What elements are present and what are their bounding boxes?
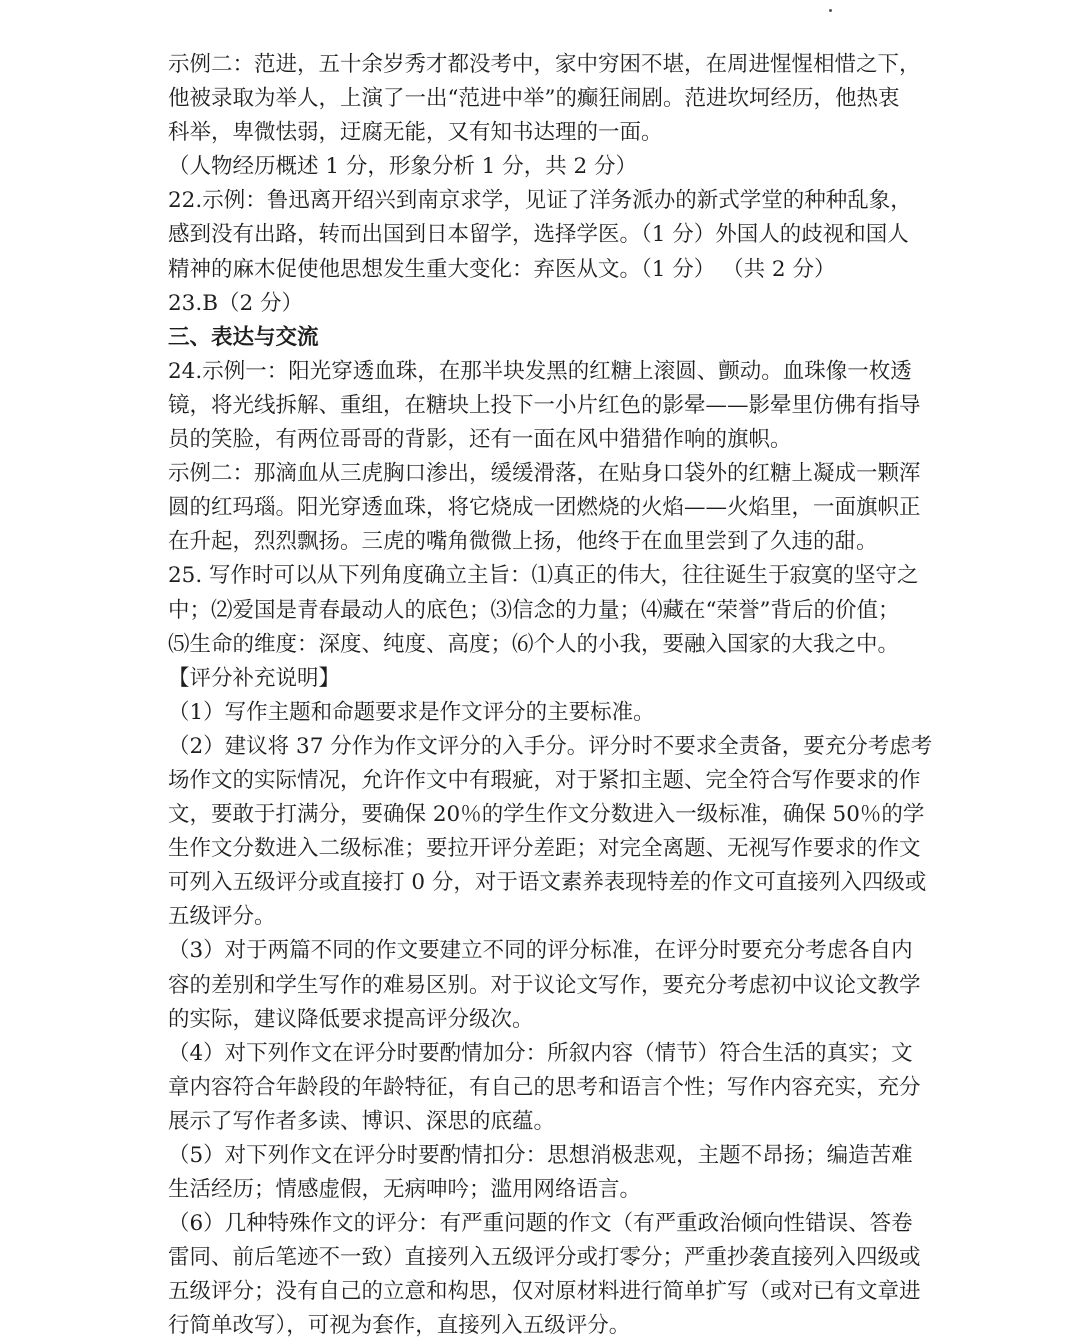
scoring-notes-heading: 【评分补充说明】 — [168, 665, 341, 691]
text-line: 在升起，烈烈飘扬。三虎的嘴角微微上扬，他终于在血里尝到了久违的甜。 — [168, 529, 878, 555]
text-line: 场作文的实际情况，允许作文中有瑕疵，对于紧扣主题、完全符合写作要求的作 — [168, 767, 921, 793]
text-line: 24.示例一：阳光穿透血珠，在那半块发黑的红糖上滚圆、颤动。血珠像一枚透 — [168, 358, 912, 384]
text-line: 雷同、前后笔迹不一致）直接列入五级评分或打零分；严重抄袭直接列入四级或 — [168, 1245, 921, 1271]
text-line: 中；⑵爱国是青春最动人的底色；⑶信念的力量；⑷藏在“荣誉”背后的价值； — [168, 597, 900, 623]
text-line: （2）建议将 37 分作为作文评分的入手分。评分时不要求全责备，要充分考虑考 — [168, 733, 933, 759]
text-line: 展示了写作者多读、博识、深思的底蕴。 — [168, 1108, 556, 1134]
text-line: （1）写作主题和命题要求是作文评分的主要标准。 — [168, 699, 655, 725]
text-line: 示例二：范进，五十余岁秀才都没考中，家中穷困不堪，在周进惺惺相惜之下， — [168, 52, 921, 77]
text-line: （5）对下列作文在评分时要酌情扣分：思想消极悲观，主题不昂扬；编造苦难 — [168, 1143, 913, 1168]
text-line: 生活经历；情感虚假，无病呻吟；滥用网络语言。 — [168, 1177, 642, 1203]
text-line: 精神的麻木促使他思想发生重大变化：弃医从文。（1 分） （共 2 分） — [168, 256, 836, 282]
text-line: 行简单改写），可视为套作，直接列入五级评分。 — [168, 1313, 631, 1339]
text-line: 他被录取为举人，上演了一出“范进中举”的癫狂闹剧。范进坎坷经历，他热衷 — [168, 86, 900, 112]
text-line: 感到没有出路，转而出国到日本留学，选择学医。（1 分）外国人的歧视和国人 — [168, 222, 909, 248]
text-line: 生作文分数进入二级标准；要拉开评分差距；对完全离题、无视写作要求的作文 — [168, 836, 921, 862]
text-line: 容的差别和学生写作的难易区别。对于议论文写作，要充分考虑初中议论文教学 — [168, 972, 921, 998]
text-line: 可列入五级评分或直接打 0 分，对于语文素养表现特差的作文可直接列入四级或 — [168, 870, 927, 896]
text-line: ⑸生命的维度：深度、纯度、高度；⑹个人的小我，要融入国家的大我之中。 — [168, 631, 900, 657]
text-line: 的实际，建议降低要求提高评分级次。 — [168, 1006, 534, 1032]
text-line: 五级评分。 — [168, 904, 276, 930]
text-line: 圆的红玛瑙。阳光穿透血珠，将它烧成一团燃烧的火焰——火焰里，一面旗帜正 — [168, 495, 921, 521]
text-line: 文，要敢于打满分，要确保 20％的学生作文分数进入一级标准，确保 50％的学 — [168, 802, 925, 828]
text-line: 员的笑脸，有两位哥哥的背影，还有一面在风中猎猎作响的旗帜。 — [168, 427, 792, 453]
text-line: 章内容符合年龄段的年龄特征，有自己的思考和语言个性；写作内容充实，充分 — [168, 1074, 921, 1100]
text-line: 25. 写作时可以从下列角度确立主旨：⑴真正的伟大，往往诞生于寂寞的坚守之 — [168, 563, 919, 589]
text-line: 22.示例：鲁迅离开绍兴到南京求学，见证了洋务派办的新式学堂的种种乱象， — [168, 188, 912, 214]
scan-dot — [829, 9, 832, 12]
text-line: （6）几种特殊作文的评分：有严重问题的作文（有严重政治倾向性错误、答卷 — [168, 1211, 913, 1237]
text-line: 五级评分；没有自己的立意和构思，仅对原材料进行简单扩写（或对已有文章进 — [168, 1279, 921, 1305]
text-line: 23.B（2 分） — [168, 290, 304, 316]
text-line: （人物经历概述 1 分，形象分析 1 分，共 2 分） — [168, 154, 638, 180]
text-line: 镜，将光线拆解、重组，在糖块上投下一小片红色的影晕——影晕里仿佛有指导 — [168, 392, 921, 418]
text-line: 科举，卑微怯弱，迂腐无能，又有知书达理的一面。 — [168, 120, 663, 146]
section-heading: 三、表达与交流 — [168, 324, 319, 350]
answer-text-body — [168, 48, 958, 1344]
text-line: 示例二：那滴血从三虎胸口渗出，缓缓滑落，在贴身口袋外的红糖上凝成一颗浑 — [168, 461, 921, 487]
text-line: （3）对于两篇不同的作文要建立不同的评分标准，在评分时要充分考虑各自内 — [168, 938, 913, 964]
text-line: （4）对下列作文在评分时要酌情加分：所叙内容（情节）符合生活的真实；文 — [168, 1040, 913, 1066]
